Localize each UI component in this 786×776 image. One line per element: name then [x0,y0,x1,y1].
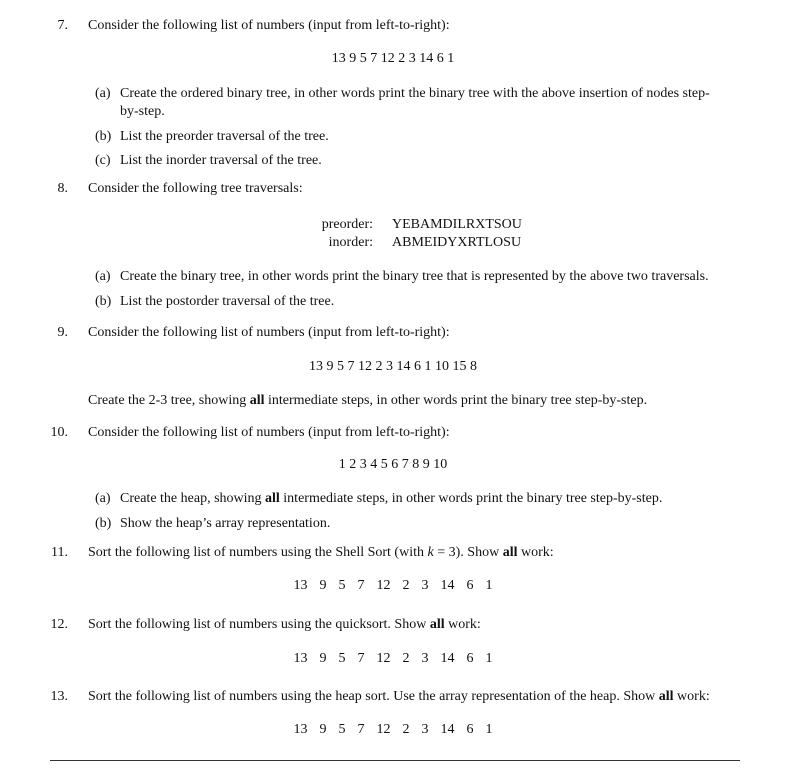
subpart-label: (b) [95,516,112,531]
question-number: 7. [57,18,68,33]
question-number: 10. [50,425,68,440]
subpart-emphasis: all [265,491,280,506]
list-value: 1 [485,651,493,666]
subpart-text [120,490,662,508]
inorder-value: ABMEIDYXRTLOSU [392,235,522,250]
subpart-label: (a) [95,491,111,506]
question-emphasis: all [429,617,445,632]
subpart-suffix: intermediate steps, in other words print the binary tree step-by-step. [279,491,663,506]
inorder-label: inorder: [328,235,373,250]
question-text: Consider the following tree traversals: [88,181,303,196]
list-value: 9 [319,722,327,737]
list-value: 7 [357,651,365,666]
question-number: 12. [50,617,68,632]
list-value: 14 [440,651,455,666]
list-value: 12 [376,722,391,737]
list-value: 2 [402,651,410,666]
question-text: Consider the following list of numbers (input from left-to-right): [88,325,450,340]
list-value: 5 [338,722,346,737]
number-list [0,577,786,595]
list-value: 9 [319,651,327,666]
number-sequence: 13 9 5 7 12 2 3 14 6 1 [331,51,455,66]
subpart-text: Create the binary tree, in other words print the binary tree that is represented by the above two traversals. [120,269,709,284]
instruction-emphasis: all [249,393,265,408]
preorder-label: preorder: [321,217,373,232]
list-value: 7 [357,722,365,737]
instruction-text [88,392,647,410]
variable-k: k [427,545,434,560]
list-value: 14 [440,722,455,737]
question-suffix: work: [444,617,481,632]
question-text [88,544,554,562]
subpart-prefix: Create the heap, showing [120,491,266,506]
question-number: 8. [57,181,68,196]
question-number: 11. [51,545,68,560]
question-prefix: Sort the following list of numbers using the Shell Sort (with [88,545,428,560]
list-value: 6 [466,578,474,593]
list-value: 7 [357,578,365,593]
subpart-label: (b) [95,129,112,144]
question-text [88,616,481,634]
question-middle: = 3). Show [433,545,503,560]
list-value: 14 [440,578,455,593]
subpart-text: List the preorder traversal of the tree. [120,129,329,144]
list-value: 13 [293,651,308,666]
list-value: 2 [402,722,410,737]
number-list [0,721,786,739]
question-text: Consider the following list of numbers (input from left-to-right): [88,18,450,33]
subpart-label: (a) [95,86,111,101]
list-value: 9 [319,578,327,593]
list-value: 1 [485,578,493,593]
question-text: Consider the following list of numbers (input from left-to-right): [88,425,450,440]
list-value: 13 [293,578,308,593]
number-sequence: 13 9 5 7 12 2 3 14 6 1 10 15 8 [309,359,477,374]
question-suffix: work: [673,689,710,704]
list-value: 1 [485,722,493,737]
question-number: 13. [50,689,68,704]
subpart-text: List the inorder traversal of the tree. [120,153,322,168]
question-prefix: Sort the following list of numbers using the quicksort. Show [88,617,430,632]
question-emphasis: all [502,545,518,560]
list-value: 2 [402,578,410,593]
subpart-label: (b) [95,294,112,309]
list-value: 3 [421,651,429,666]
list-value: 3 [421,578,429,593]
list-value: 13 [293,722,308,737]
question-emphasis: all [658,689,674,704]
instruction-prefix: Create the 2-3 tree, showing [88,393,250,408]
number-sequence: 1 2 3 4 5 6 7 8 9 10 [338,457,448,472]
subpart-text-continued: by-step. [120,104,165,119]
question-number: 9. [57,325,68,340]
preorder-value: YEBAMDILRXTSOU [392,217,522,232]
list-value: 6 [466,651,474,666]
instruction-suffix: intermediate steps, in other words print the binary tree step-by-step. [264,393,648,408]
list-value: 5 [338,651,346,666]
list-value: 12 [376,651,391,666]
question-suffix: work: [517,545,554,560]
subpart-text: Create the ordered binary tree, in other words print the binary tree with the above insertion of nodes step- [120,86,710,101]
list-value: 5 [338,578,346,593]
subpart-text: Show the heap’s array representation. [120,516,331,531]
number-list [0,650,786,668]
list-value: 12 [376,578,391,593]
subpart-label: (c) [95,153,111,168]
subpart-text: List the postorder traversal of the tree. [120,294,335,309]
question-text [88,688,710,706]
footer-rule [50,760,740,761]
subpart-label: (a) [95,269,111,284]
list-value: 6 [466,722,474,737]
question-prefix: Sort the following list of numbers using the heap sort. Use the array representation of the heap. Show [88,689,659,704]
list-value: 3 [421,722,429,737]
